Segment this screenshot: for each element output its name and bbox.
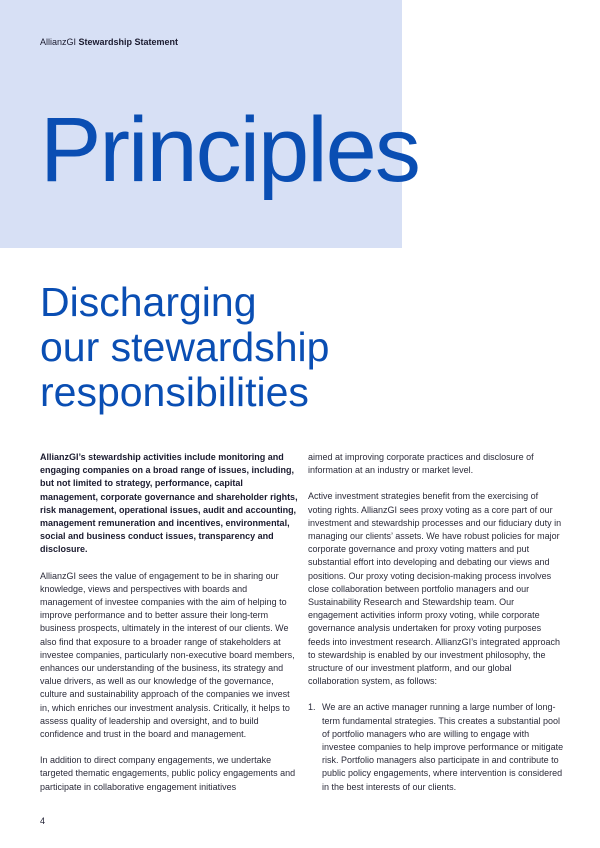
body-paragraph: AllianzGI sees the value of engagement to be in sharing our knowledge, views and perspectives with boards and management of investee companies with the aim of helping to improve performance and to better assure their long-term business prospects, ultimately in the interest of our clients. We also find that exposure to a broader range of stakeholders at investee companies, particularly non-executive board members, enhances our understanding of the business, its strategy and value drivers, as well as our knowledge of the governance, culture and sustainability approach of the companies we invest in, which enriches our investment analysis. Critically, it helps to assess quality of leadership and oversight, and to build confidence and trust in the board and management. (40, 570, 295, 740)
list-item-text: We are an active manager running a large number of long-term fundamental strategies. This creates a substantial pool of portfolio managers who are willing to engage with investee companies to help improve performance or mitigate risk. Portfolio managers also participate in and contribute to public policy engagements, where intervention is considered in the best interests of our clients. (322, 702, 564, 792)
list-item (308, 701, 564, 793)
lead-paragraph: AllianzGI’s stewardship activities include monitoring and engaging companies on a broad range of issues, including, but not limited to strategy, performance, capital management, corporate governance and shareholder rights, risk management, operational issues, audit and accounting, management remuneration and incentives, environmental, social and business conduct issues, transparency and disclosure. (40, 452, 298, 555)
page-title: Principles (40, 99, 419, 201)
section-heading-line: Discharging (40, 279, 257, 325)
section-heading-line: our stewardship (40, 324, 330, 370)
numbered-list (308, 701, 564, 793)
list-item-number: 1. (308, 702, 316, 713)
header-brand: AllianzGI (40, 37, 77, 47)
header-title: Stewardship Statement (78, 37, 179, 47)
page-number: 4 (40, 816, 46, 826)
body-paragraph: aimed at improving corporate practices and disclosure of information at an industry or market level. (308, 452, 534, 476)
section-heading (40, 280, 440, 415)
body-paragraph: In addition to direct company engagements, we undertake targeted thematic engagements, public policy engagements and participate in collaborative engagement initiatives (40, 755, 296, 792)
section-heading-line: responsibilities (40, 369, 309, 415)
right-column (308, 451, 564, 794)
document-header (40, 37, 178, 47)
body-paragraph: Active investment strategies benefit from the exercising of voting rights. AllianzGI sees proxy voting as a core part of our investment and stewardship processes and our fiduciary duty in managing our clients’ assets. We have robust policies for major corporate governance and proxy voting matters and put substantial effort into developing and debating our views and positions. Our proxy voting decision-making process involves close collaboration between portfolio managers and our Sustainability Research and Stewardship team. Our engagement activities inform proxy voting, while corporate governance analysis undertaken for proxy voting purposes feeds into investment research. AllianzGI’s integrated approach to stewardship is enabled by our investment philosophy, the structure of our investment platform, and our global collaboration system, as follows: (308, 491, 562, 687)
left-column (40, 451, 298, 807)
